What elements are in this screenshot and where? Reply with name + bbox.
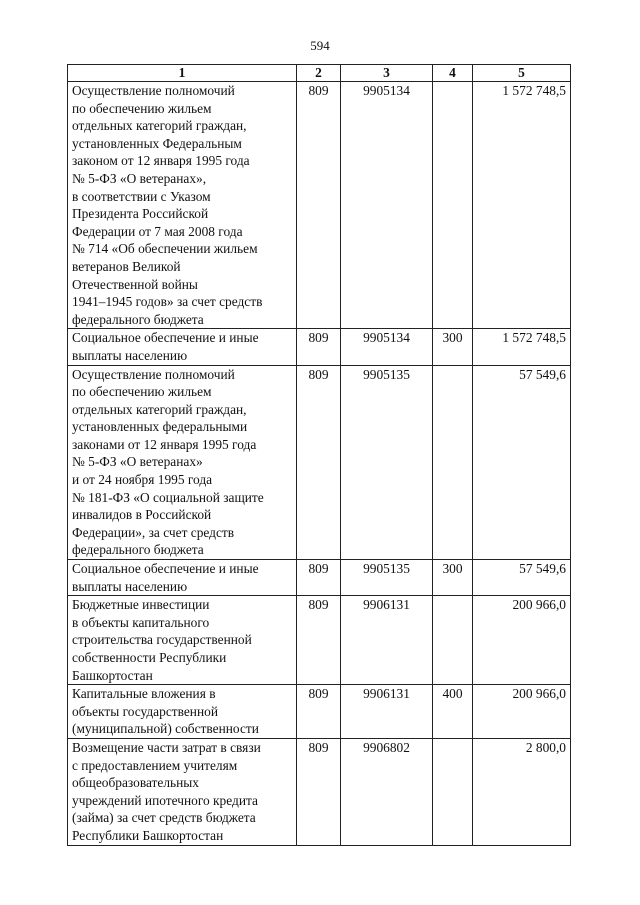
row-expense-type [433,738,473,845]
row-expense-type [433,82,473,329]
row-ministry-code: 809 [297,685,341,739]
row-amount: 57 549,6 [473,365,571,560]
row-target-code: 9906131 [341,685,433,739]
table-row [68,685,571,739]
row-target-code: 9905135 [341,365,433,560]
row-target-code: 9906131 [341,596,433,685]
row-expense-type: 300 [433,329,473,365]
row-ministry-code: 809 [297,82,341,329]
row-expense-type [433,365,473,560]
row-ministry-code: 809 [297,329,341,365]
header-col-2: 2 [297,65,341,82]
row-amount: 200 966,0 [473,685,571,739]
row-name: Бюджетные инвестиции в объекты капитального строительства государственной собственности Республики Башкортостан [68,596,297,685]
row-amount: 1 572 748,5 [473,329,571,365]
page-number: 594 [310,38,330,53]
row-amount: 2 800,0 [473,738,571,845]
row-target-code: 9905134 [341,329,433,365]
row-target-code: 9905135 [341,560,433,596]
row-name: Социальное обеспечение и иные выплаты населению [68,560,297,596]
budget-table [67,64,571,846]
row-ministry-code: 809 [297,738,341,845]
header-col-5: 5 [473,65,571,82]
table-row [68,738,571,845]
header-col-4: 4 [433,65,473,82]
row-name: Возмещение части затрат в связи с предоставлением учителям общеобразовательных учреждений ипотечного кредита (займа) за счет средств бюджета Республики Башкортостан [68,738,297,845]
table-row [68,365,571,560]
row-amount: 57 549,6 [473,560,571,596]
header-col-1: 1 [68,65,297,82]
row-amount: 200 966,0 [473,596,571,685]
row-ministry-code: 809 [297,365,341,560]
row-name: Социальное обеспечение и иные выплаты населению [68,329,297,365]
row-target-code: 9906802 [341,738,433,845]
table-row [68,82,571,329]
header-col-3: 3 [341,65,433,82]
row-name: Капитальные вложения в объекты государственной (муниципальной) собственности [68,685,297,739]
table-row [68,329,571,365]
row-amount: 1 572 748,5 [473,82,571,329]
row-expense-type: 300 [433,560,473,596]
table-row [68,596,571,685]
row-name: Осуществление полномочий по обеспечению жильем отдельных категорий граждан, установленных федеральными законами от 12 января 1995 года № 5-ФЗ «О ветеранах» и от 24 ноября 1995 года № 181-ФЗ «О социальной защите инвалидов в Российской Федерации», за счет средств федерального бюджета [68,365,297,560]
row-ministry-code: 809 [297,596,341,685]
row-name: Осуществление полномочий по обеспечению жильем отдельных категорий граждан, установленных Федеральным законом от 12 января 1995 года № 5-ФЗ «О ветеранах», в соответствии с Указом Президента Российской Федерации от 7 мая 2008 года № 714 «Об обеспечении жильем ветеранов Великой Отечественной войны 1941–1945 годов» за счет средств федерального бюджета [68,82,297,329]
row-expense-type: 400 [433,685,473,739]
row-ministry-code: 809 [297,560,341,596]
row-target-code: 9905134 [341,82,433,329]
table-header-row [68,65,571,82]
table-row [68,560,571,596]
row-expense-type [433,596,473,685]
